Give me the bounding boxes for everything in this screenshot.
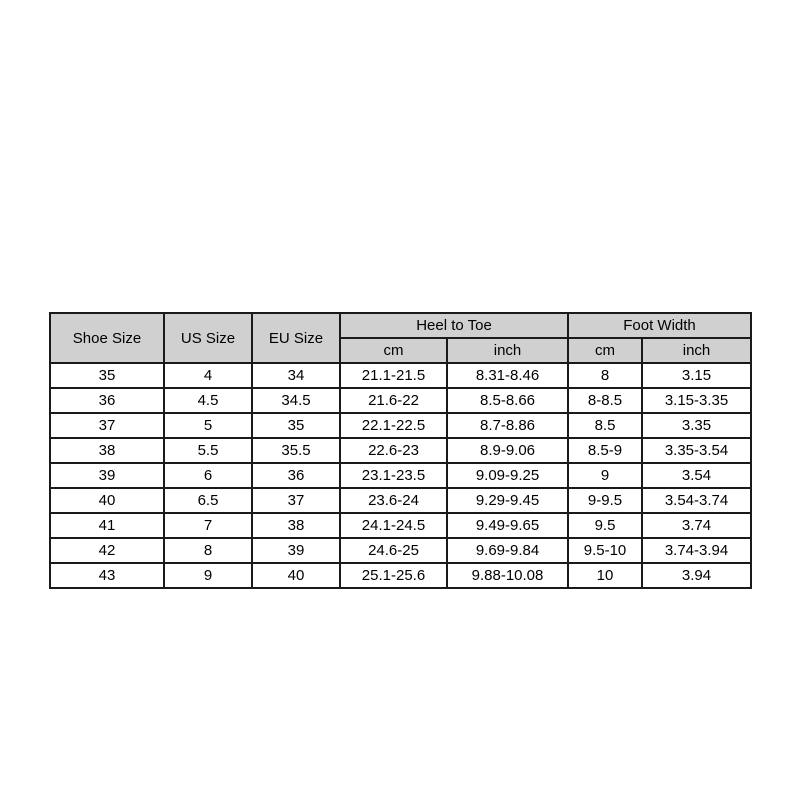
- cell-us-size: 6: [164, 463, 252, 488]
- table-row: [50, 438, 751, 463]
- cell-shoe-size: 38: [50, 438, 164, 463]
- cell-width-cm: 9.5-10: [568, 538, 642, 563]
- cell-us-size: 8: [164, 538, 252, 563]
- cell-us-size: 9: [164, 563, 252, 588]
- table-header: [50, 313, 751, 363]
- header-row-primary: [50, 313, 751, 338]
- cell-width-cm: 9-9.5: [568, 488, 642, 513]
- table-row: [50, 513, 751, 538]
- cell-heel-inch: 8.9-9.06: [447, 438, 568, 463]
- header-width-cm: cm: [568, 338, 642, 363]
- cell-us-size: 7: [164, 513, 252, 538]
- cell-heel-cm: 22.1-22.5: [340, 413, 447, 438]
- header-heel-to-toe: Heel to Toe: [340, 313, 568, 338]
- cell-shoe-size: 41: [50, 513, 164, 538]
- cell-heel-inch: 9.09-9.25: [447, 463, 568, 488]
- cell-us-size: 6.5: [164, 488, 252, 513]
- cell-heel-inch: 9.88-10.08: [447, 563, 568, 588]
- cell-heel-inch: 8.5-8.66: [447, 388, 568, 413]
- cell-eu-size: 36: [252, 463, 340, 488]
- table-row: [50, 363, 751, 388]
- cell-us-size: 4: [164, 363, 252, 388]
- cell-eu-size: 40: [252, 563, 340, 588]
- header-us-size: US Size: [164, 313, 252, 363]
- cell-width-cm: 8.5-9: [568, 438, 642, 463]
- cell-shoe-size: 37: [50, 413, 164, 438]
- cell-width-inch: 3.94: [642, 563, 751, 588]
- cell-width-inch: 3.15-3.35: [642, 388, 751, 413]
- header-shoe-size: Shoe Size: [50, 313, 164, 363]
- cell-us-size: 5: [164, 413, 252, 438]
- cell-eu-size: 34: [252, 363, 340, 388]
- cell-heel-inch: 8.7-8.86: [447, 413, 568, 438]
- cell-us-size: 4.5: [164, 388, 252, 413]
- header-eu-size: EU Size: [252, 313, 340, 363]
- cell-width-inch: 3.35-3.54: [642, 438, 751, 463]
- table-row: [50, 388, 751, 413]
- cell-heel-cm: 23.1-23.5: [340, 463, 447, 488]
- cell-width-inch: 3.54-3.74: [642, 488, 751, 513]
- cell-heel-cm: 24.1-24.5: [340, 513, 447, 538]
- header-width-inch: inch: [642, 338, 751, 363]
- cell-shoe-size: 35: [50, 363, 164, 388]
- cell-eu-size: 35: [252, 413, 340, 438]
- table-row: [50, 538, 751, 563]
- shoe-size-chart-table: [49, 312, 752, 589]
- cell-width-inch: 3.74: [642, 513, 751, 538]
- cell-shoe-size: 40: [50, 488, 164, 513]
- cell-shoe-size: 39: [50, 463, 164, 488]
- cell-width-cm: 9.5: [568, 513, 642, 538]
- cell-eu-size: 35.5: [252, 438, 340, 463]
- cell-width-cm: 8-8.5: [568, 388, 642, 413]
- table-body: [50, 363, 751, 588]
- cell-eu-size: 34.5: [252, 388, 340, 413]
- cell-heel-inch: 9.69-9.84: [447, 538, 568, 563]
- cell-width-inch: 3.74-3.94: [642, 538, 751, 563]
- cell-shoe-size: 42: [50, 538, 164, 563]
- cell-shoe-size: 43: [50, 563, 164, 588]
- table-row: [50, 463, 751, 488]
- cell-width-cm: 8: [568, 363, 642, 388]
- cell-eu-size: 37: [252, 488, 340, 513]
- cell-heel-cm: 21.6-22: [340, 388, 447, 413]
- header-heel-inch: inch: [447, 338, 568, 363]
- cell-heel-cm: 21.1-21.5: [340, 363, 447, 388]
- table-row: [50, 563, 751, 588]
- cell-width-cm: 9: [568, 463, 642, 488]
- cell-us-size: 5.5: [164, 438, 252, 463]
- cell-width-inch: 3.15: [642, 363, 751, 388]
- table-row: [50, 413, 751, 438]
- cell-width-inch: 3.54: [642, 463, 751, 488]
- cell-width-cm: 8.5: [568, 413, 642, 438]
- cell-eu-size: 38: [252, 513, 340, 538]
- header-heel-cm: cm: [340, 338, 447, 363]
- cell-heel-cm: 22.6-23: [340, 438, 447, 463]
- cell-heel-cm: 23.6-24: [340, 488, 447, 513]
- table-row: [50, 488, 751, 513]
- cell-width-cm: 10: [568, 563, 642, 588]
- cell-heel-cm: 25.1-25.6: [340, 563, 447, 588]
- cell-shoe-size: 36: [50, 388, 164, 413]
- cell-heel-inch: 9.29-9.45: [447, 488, 568, 513]
- cell-width-inch: 3.35: [642, 413, 751, 438]
- cell-heel-inch: 8.31-8.46: [447, 363, 568, 388]
- header-foot-width: Foot Width: [568, 313, 751, 338]
- cell-eu-size: 39: [252, 538, 340, 563]
- cell-heel-inch: 9.49-9.65: [447, 513, 568, 538]
- cell-heel-cm: 24.6-25: [340, 538, 447, 563]
